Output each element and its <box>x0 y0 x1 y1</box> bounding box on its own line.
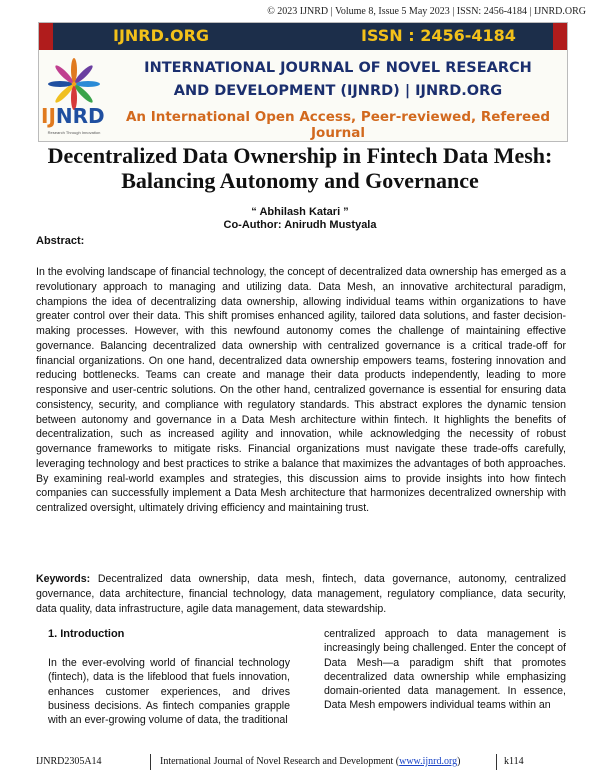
keywords-label: Keywords: <box>36 573 91 585</box>
banner-top-band <box>39 23 567 50</box>
banner-site: IJNRD.ORG <box>113 26 210 45</box>
footer-paper-code: IJNRD2305A14 <box>36 756 102 767</box>
banner-stripe-left <box>39 23 53 50</box>
footer-journal: International Journal of Novel Research and Development (www.ijnrd.org) <box>160 756 461 767</box>
footer-divider <box>496 754 497 770</box>
keywords-paragraph <box>36 572 566 616</box>
journal-banner <box>38 22 568 142</box>
abstract-heading: Abstract: <box>36 235 85 247</box>
footer-url-link[interactable]: www.ijnrd.org <box>399 756 458 767</box>
page-footer <box>0 752 600 774</box>
section-heading: 1. Introduction <box>48 628 125 640</box>
banner-stripe-right <box>553 23 567 50</box>
author-block <box>40 206 560 232</box>
logo-tagline: Research Through Innovation <box>47 130 101 135</box>
logo-wordmark: IJNRD <box>41 104 105 128</box>
paper-title: Decentralized Data Ownership in Fintech Data Mesh: Balancing Autonomy and Governance <box>47 143 553 193</box>
footer-page-number: k114 <box>504 756 524 767</box>
author-name: “ Abhilash Katari ” <box>251 206 349 218</box>
journal-name-line1: INTERNATIONAL JOURNAL OF NOVEL RESEARCH <box>144 60 532 76</box>
intro-column-right: centralized approach to data management is increasingly being challenged. Enter the concept of Data Mesh—a paradigm shift that promotes decentralized data ownership while emphasizing domain-oriented data management. In essence, Data Mesh empowers individual teams within an <box>324 628 566 712</box>
journal-tagline: An International Open Access, Peer-reviewed, Refereed Journal <box>125 109 551 141</box>
intro-column-left: In the ever-evolving world of financial technology (fintech), data is the lifeblood that fuels innovation, enhances customer experiences, and drives business decisions. As fintech companies grapple with an ever-growing volume of data, the traditional <box>48 657 290 727</box>
journal-name-line2: AND DEVELOPMENT (IJNRD) | IJNRD.ORG <box>173 83 503 99</box>
abstract-text: In the evolving landscape of financial technology, the concept of decentralized data ownership has emerged as a revolutionary approach to managing and utilizing data. Data Mesh, an innovative architectural paradigm, champions the idea of decentralizing data ownership, allowing individual teams within organizations to have greater control over their data. This shift promises enhanced agility, tailored data solutions, and faster decision-making processes. However, with this newfound autonomy comes the challenge of maintaining effective governance. Balancing decentralized data ownership with centralized governance is a critical trade-off for financial organizations. On one hand, decentralized data ownership empowers teams, fostering innovation and reducing bottlenecks. Teams can create and manage their data products independently, leading to more responsive and user-centric solutions. On the other hand, centralized governance is essential for ensuring data consistency, security, and compliance with regulatory standards. This abstract explores the dynamic tension between autonomy and governance in a Data Mesh architecture within fintech. It highlights the benefits of decentralization, such as increased agility and innovation, while acknowledging the necessity of robust governance frameworks to mitigate risks. Financial organizations must navigate these trade-offs carefully, leveraging technology and best practices to strike a balance that maximizes the advantages of both approaches. By examining real-world examples and strategies, this discussion aims to provide insights into how fintech companies can successfully implement a Data Mesh architecture that harmonizes decentralized ownership with centralized oversight, ultimately driving efficiency and maintaining trust. <box>36 266 566 514</box>
journal-meta-line: © 2023 IJNRD | Volume 8, Issue 5 May 2023 | ISSN: 2456-4184 | IJNRD.ORG <box>267 6 586 17</box>
footer-divider <box>150 754 151 770</box>
coauthor-name: Co-Author: Anirudh Mustyala <box>223 219 377 231</box>
banner-body <box>39 50 567 141</box>
keywords-text: Decentralized data ownership, data mesh, fintech, data governance, autonomy, centralized governance, data architecture, financial technology, data management, regulatory compliance, data security, data quality, data infrastructure, agile data management, data stewardship. <box>36 573 566 615</box>
banner-issn: ISSN : 2456-4184 <box>361 26 516 45</box>
